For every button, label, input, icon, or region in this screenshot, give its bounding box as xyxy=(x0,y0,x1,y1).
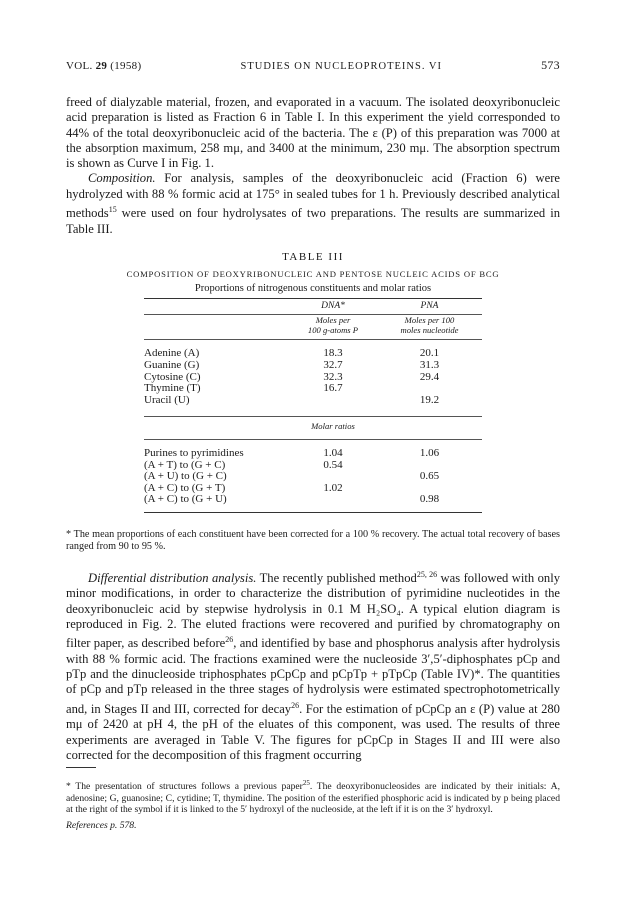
table-title: TABLE III xyxy=(282,250,344,263)
bottom-footnote-text-2: . The deoxyribonucleosides are indicated by their initials: A, adenosine; G, guanosine; C, cytidine; T, thymidine. The position of the esterified phosphoric acid is indicated by p being placed at the right of the symbol if it is linked to the 5′ hydroxyl of the nucleoside, at the left if it is on the 3′ hydroxyl. xyxy=(66,781,560,816)
col-pna: PNA xyxy=(420,300,439,311)
composition-text: For analysis, samples of the deoxyribonucleic acid (Fraction 6) were hydrolyzed with 88 % formic acid at 175° in sealed tubes for 1 h. Previously described analytical methods xyxy=(66,171,560,221)
ratio-pna-value: 0.65 xyxy=(419,470,440,483)
ratio-pna-value: 0.98 xyxy=(419,493,440,506)
ratio-dna-value: 1.04 xyxy=(323,447,343,460)
row-dna-value: 16.7 xyxy=(323,382,343,395)
ratio-row xyxy=(144,440,482,460)
row-dna-value: 32.3 xyxy=(323,370,343,383)
ratio-dna-value xyxy=(289,494,377,506)
row-dna-value xyxy=(289,395,377,407)
row-pna-value: 19.2 xyxy=(419,393,440,406)
ratio-row xyxy=(144,494,482,506)
volume-number: 29 xyxy=(95,60,108,72)
ratio-label: (A + T) to (G + C) xyxy=(144,458,226,471)
ratio-dna-value: 0.54 xyxy=(323,458,343,471)
row-label: Adenine (A) xyxy=(144,347,200,360)
sub-dna-2: 100 g-atoms P xyxy=(307,325,359,336)
sub-dna-1: Moles per xyxy=(315,315,351,326)
bottom-footnote-ref: 25 xyxy=(302,779,310,788)
volume-year: (1958) xyxy=(110,60,142,72)
paragraph-1: freed of dialyzable material, frozen, and evaporated in a vacuum. The isolated deoxyribonucleic acid preparation is listed as Fraction 6 in Table I. In this experiment the yield corresponded to 44% of the total deoxyribonucleic acid of the bacteria. The ε (P) of this preparation was 7000 at the absorption maximum, 258 mμ, and 3400 at the minimum, 230 mμ. The absorption spectrum is shown as Curve I in Fig. 1. xyxy=(66,95,560,171)
row-pna-value: 31.3 xyxy=(419,359,440,372)
composition-table xyxy=(144,298,482,513)
ratio-label: (A + C) to (G + U) xyxy=(144,493,227,506)
volume-info xyxy=(66,60,141,72)
table-row xyxy=(144,360,482,372)
molar-ratios-label: Molar ratios xyxy=(311,421,355,432)
row-dna-value: 18.3 xyxy=(323,347,343,360)
table-subheader-row xyxy=(144,315,482,340)
molar-ratios-row xyxy=(144,417,482,439)
running-header xyxy=(66,58,560,73)
row-label: Thymine (T) xyxy=(144,382,201,395)
differential-lead: Differential distribution analysis. xyxy=(88,571,257,586)
footnote-divider xyxy=(66,767,96,768)
page-number: 573 xyxy=(541,58,560,72)
composition-lead: Composition. xyxy=(88,171,156,186)
page xyxy=(66,58,560,831)
bottom-footnote-text: * The presentation of structures follows a previous paper xyxy=(66,781,303,793)
table-subcaption: Proportions of nitrogenous constituents and molar ratios xyxy=(194,282,432,294)
row-label: Cytosine (C) xyxy=(144,370,201,383)
differential-ref: 25, 26 xyxy=(416,569,438,579)
ratio-label: (A + C) to (G + T) xyxy=(144,481,226,494)
table-row xyxy=(144,395,482,407)
table-header-row xyxy=(144,299,482,315)
row-label: Uracil (U) xyxy=(144,393,190,406)
row-label: Guanine (G) xyxy=(144,359,200,372)
table-caption: COMPOSITION OF DEOXYRIBONUCLEIC AND PENTOSE NUCLEIC ACIDS OF BCG xyxy=(126,268,500,279)
volume-prefix: VOL. xyxy=(66,60,93,72)
table-footnote: * The mean proportions of each constituent have been corrected for a 100 % recovery. The actual total recovery of bases ranged from 90 to 95 %. xyxy=(66,528,560,552)
ratio-label: (A + U) to (G + C) xyxy=(144,470,227,483)
differential-ref-2: 26 xyxy=(225,635,234,645)
col-dna: DNA* xyxy=(321,300,345,311)
sub-pna-2: moles nucleotide xyxy=(400,325,459,336)
differential-ref-3: 26 xyxy=(291,700,300,710)
paragraph-composition xyxy=(66,171,560,236)
sub-pna-1: Moles per 100 xyxy=(404,315,455,326)
row-pna-value: 29.4 xyxy=(419,370,440,383)
references-note: References p. 578. xyxy=(66,819,137,831)
differential-text-4: . For the estimation of pCpCp an ε (P) value at 280 mμ of 2420 at pH 4, the pH of the eluates of this component, was used. The results of three experiments are averaged in Table V. The figures for pCpCp in Stages II and III were also corrected for the decomposition of this fragment occurring xyxy=(66,701,560,762)
differential-text-3: , and identified by base and phosphorus analysis after hydrolysis with 88 % formic acid. The fractions examined were the nucleoside 3′,5′-diphosphates pCp and pTp and the dinucleoside triphosphates pCpCp and pCpTp + pTpCp (Table IV)*. The quantities of pCp and pTp released in the three stages of hydrolysis were estimated spectrophotometrically and, in Stages II and III, corrected for decay xyxy=(66,636,560,716)
ratio-pna-value: 1.06 xyxy=(419,447,440,460)
composition-text-2: were used on four hydrolysates of two preparations. The results are summarized in Table III. xyxy=(66,206,560,236)
table-row xyxy=(144,340,482,360)
differential-text-2: was followed with only minor modifications, in order to characterize the distribution of pyrimidine nucleotides in the deoxyribonucleic acid by stepwise hydrolysis in 0.1 M H₂SO₄. A typical elution diagram is reproduced in Fig. 2. The eluted fractions were recovered and purified by chromatography on filter paper, as described before xyxy=(66,571,560,651)
row-pna-value: 20.1 xyxy=(419,347,440,360)
bottom-footnote xyxy=(66,778,560,815)
ratio-label: Purines to pyrimidines xyxy=(144,447,244,460)
differential-text: The recently published method xyxy=(256,571,417,586)
running-title: STUDIES ON NUCLEOPROTEINS. VI xyxy=(240,61,442,72)
row-dna-value: 32.7 xyxy=(323,359,343,372)
composition-ref: 15 xyxy=(108,205,117,215)
paragraph-differential xyxy=(66,567,560,763)
ratio-dna-value: 1.02 xyxy=(323,481,343,494)
